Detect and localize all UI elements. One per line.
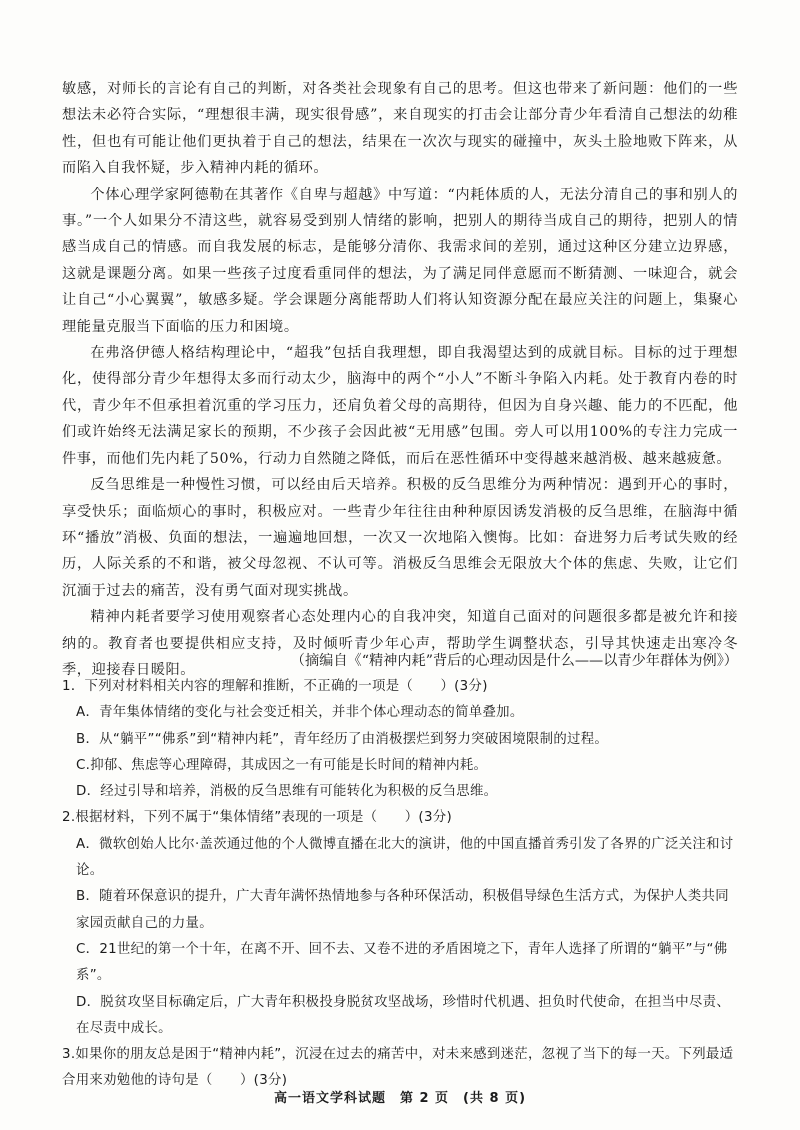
question-list bbox=[62, 674, 742, 1095]
option-c: C．21世纪的第一个十年，在离不开、回不去、又卷不进的矛盾困境之下，青年人选择了所谓的“躺平”与“佛系”。 bbox=[76, 941, 728, 984]
question-stem: 1．下列对材料相关内容的理解和推断，不正确的一项是（ ）(3分) bbox=[62, 679, 488, 694]
page-footer: 高一语文学科试题 第 2 页 (共 8 页) bbox=[273, 1091, 527, 1106]
passage-paragraph-4: 反刍思维是一种慢性习惯，可以经由后天培养。积极的反刍思维分为两种情况：遇到开心的事时，享受快乐；面临烦心的事时，积极应对。一些青少年往往由种种原因诱发消极的反刍思维，在脑海中循环“播放”消极、负面的想法，一遍遍地回想，一次又一次地陷入懊悔。比如：奋进努力后考试失败的经历，人际关系的不和谐，被父母忽视、不认可等。消极反刍思维会无限放大个体的焦虑、失败，让它们沉湎于过去的痛苦，没有勇气面对现实挑战。 bbox=[62, 477, 738, 599]
passage-paragraph-3: 在弗洛伊德人格结构理论中，“超我”包括自我理想，即自我渴望达到的成就目标。目标的过于理想化，使得部分青少年想得太多而行动太少，脑海中的两个“小人”不断斗争陷入内耗。处于教育内卷的时代，青少年不但承担着沉重的学习压力，还肩负着父母的高期待，但因为自身兴趣、能力的不匹配，他们或许始终无法满足家长的预期，不少孩子会因此被“无用感”包围。旁人可以用100%的专注力完成一件事，而他们先内耗了50%，行动力自然随之降低，而后在恶性循环中变得越来越消极、越来越疲惫。 bbox=[62, 345, 738, 467]
passage-paragraph-2: 个体心理学家阿德勒在其著作《自卑与超越》中写道：“内耗体质的人，无法分清自己的事和别人的事。”一个人如果分不清这些，就容易受到别人情绪的影响，把别人的期待当成自己的期待，把别人的情感当成自己的情感。而自我发展的标志，是能够分清你、我需求间的差别，通过这种区分建立边界感，这就是课题分离。如果一些孩子过度看重同伴的想法，为了满足同伴意愿而不断猜测、一味迎合，就会让自己“小心翼翼”，敏感多疑。学会课题分离能帮助人们将认知资源分配在最应关注的问题上，集聚心理能量克服当下面临的压力和困境。 bbox=[62, 186, 738, 335]
option-c: C.抑郁、焦虑等心理障碍，其成因之一有可能是长时间的精神内耗。 bbox=[76, 757, 488, 773]
passage-paragraph-1: 敏感，对师长的言论有自己的判断，对各类社会现象有自己的思考。但这也带来了新问题：他们的一些想法未必符合实际，“理想很丰满，现实很骨感”，来自现实的打击会让部分青少年看清自己想法的幼稚性，但也有可能让他们更执着于自己的想法，结果在一次次与现实的碰撞中，灰头土脸地败下阵来，从而陷入自我怀疑，步入精神内耗的循环。 bbox=[62, 81, 738, 177]
question-stem: 2.根据材料，下列不属于“集体情绪”表现的一项是（ ）(3分) bbox=[62, 810, 452, 826]
option-d: D．经过引导和培养，消极的反刍思维有可能转化为积极的反刍思维。 bbox=[76, 784, 498, 800]
passage-paragraph-5: 精神内耗者要学习使用观察者心态处理内心的自我冲突，知道自己面对的问题很多都是被允许和接纳的。教育者也要提供相应支持，及时倾听青少年心声，帮助学生调整状态，引导其快速走出寒冷冬季，迎接春日暖阳。 bbox=[62, 609, 738, 678]
question-stem: 3.如果你的朋友总是困于“精神内耗”，沉浸在过去的痛苦中，对未来感到迷茫，忽视了当下的每一天。下列最适合用来劝勉他的诗句是（ ）(3分) bbox=[62, 1047, 734, 1089]
option-a: A．青年集体情绪的变化与社会变迁相关，并非个体心理动态的简单叠加。 bbox=[76, 705, 524, 721]
option-b: B．从“躺平”“佛系”到“精神内耗”，青年经历了由消极摆烂到努力突破困境限制的过程。 bbox=[76, 731, 609, 747]
question-2 bbox=[62, 805, 742, 1042]
reading-passage bbox=[62, 76, 738, 683]
passage-source: （摘编自《“精神内耗”背后的心理动因是什么——以青少年群体为例》） bbox=[290, 653, 738, 669]
option-a: A．微软创始人比尔·盖茨通过他的个人微博直播在北大的演讲，他的中国直播首秀引发了各界的广泛关注和讨论。 bbox=[76, 836, 734, 879]
question-1 bbox=[62, 674, 742, 805]
option-d: D．脱贫攻坚目标确定后，广大青年积极投身脱贫攻坚战场，珍惜时代机遇、担负时代使命，在担当中尽责、在尽责中成长。 bbox=[76, 994, 731, 1036]
option-b: B．随着环保意识的提升，广大青年满怀热情地参与各种环保活动，积极倡导绿色生活方式，为保护人类共同家园贡献自己的力量。 bbox=[76, 889, 729, 931]
